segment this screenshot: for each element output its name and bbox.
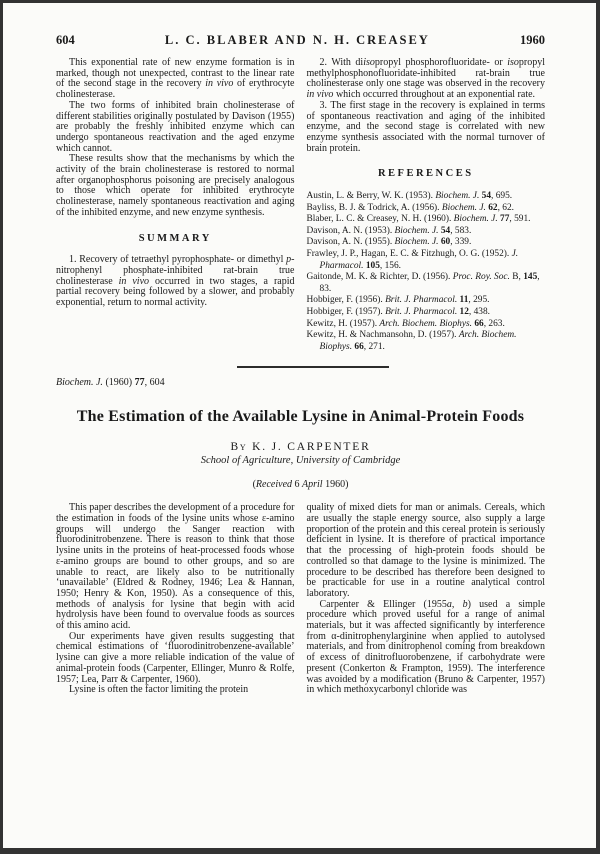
author-byline: By K. J. CARPENTER [230, 441, 371, 454]
paragraph: Our experiments have given results suggesting that chemical estimations of ‘fluorodinitrobenzene-available’ lysine can give a more reliable indication of the value of animal-protein foods (Carpenter, Ellinger, Munro & Rolfe, 1957; Lea, Parr & Carpenter, 1960). [56, 630, 295, 685]
article1-right-column [307, 58, 546, 353]
journal-citation: Biochem. J. (1960) 77, 604 [56, 377, 165, 389]
reference-entry: Kewitz, H. & Nachmansohn, D. (1957). Arch. Biochem. Biophys. 66, 271. [306, 330, 517, 352]
article2-columns [56, 503, 545, 696]
reference-entry: Austin, L. & Berry, W. K. (1953). Biochem. J. 54, 695. [306, 191, 513, 202]
reference-entry: Gaitonde, M. K. & Richter, D. (1956). Proc. Roy. Soc. B, 145, 83. [306, 272, 540, 294]
page-number: 604 [56, 33, 75, 47]
paragraph: quality of mixed diets for man or animals. Cereals, which are usually the staple energy source, also supply a large proportion of the protein and this cereal protein is seriously deficient in lysine. It is therefore of practical importance that the processing of high-protein foods should be controlled so that damage to the lysine is minimized. The procedure to be described has therefore been designed to be practicable for use in a routine analytical control laboratory. [306, 502, 545, 599]
reference-entry: Bayliss, B. J. & Todrick, A. (1956). Biochem. J. 62, 62. [306, 202, 514, 213]
summary-heading: SUMMARY [138, 232, 212, 244]
article-divider [237, 366, 389, 368]
reference-entry: Frawley, J. P., Hagan, E. C. & Fitzhugh, O. G. (1952). J. Pharmacol. 105, 156. [306, 249, 519, 271]
article2-left-column [56, 503, 295, 696]
received-date: (Received 6 April 1960) [252, 479, 349, 491]
paragraph: 2. With diisopropyl phosphorofluoridate- or isopropyl methylphosphonofluoridate-inhibited rat-brain true cholinesterase only one stage was observed in the recovery in vivo which occurred throughout at an exponential rate. [306, 57, 545, 101]
running-year: 1960 [520, 33, 545, 47]
reference-entry: Davison, A. N. (1953). Biochem. J. 54, 583. [306, 225, 472, 236]
paragraph: This paper describes the development of a procedure for the estimation in foods of the lysine units whose ε-amino groups will undergo the Sanger reaction with fluorodinitrobenzene. There is reason to think that those lysine units in the proteins of heat-processed foods whose ε-amino groups are bound to other groups, and so are unable to react, are likely also to be nutritionally ‘unavailable’ (Eldred & Rodney, 1946; Lea & Hannan, 1950; Henry & Kon, 1950). As a consequence of this, methods of analysis for lysine that begin with acid hydrolysis have been found to overvalue foods as sources of this amino acid. [56, 502, 295, 632]
reference-entry: Hobbiger, F. (1956). Brit. J. Pharmacol. 11, 295. [306, 295, 490, 306]
reference-entry: Davison, A. N. (1955). Biochem. J. 60, 339. [306, 237, 472, 248]
running-title: L. C. BLABER AND N. H. CREASEY [164, 33, 430, 47]
paragraph: Lysine is often the factor limiting the protein [69, 684, 249, 696]
summary-paragraph: 1. Recovery of tetraethyl pyrophosphate- or dimethyl p-nitrophenyl phosphate-inhibited rat-brain true cholinesterase in vivo occurred in two stages, a rapid partial recovery being followed by a slower, and probably exponential, return to normal activity. [56, 254, 295, 309]
article2-right-column [307, 503, 546, 696]
author-affiliation: School of Agriculture, University of Cambridge [200, 455, 401, 467]
paragraph: This exponential rate of new enzyme formation is in marked, though not unexpected, contrast to the linear rate of the second stage in the recovery in vivo of erythrocyte cholinesterase. [56, 57, 295, 101]
reference-entry: Hobbiger, F. (1957). Brit. J. Pharmacol. 12, 438. [306, 306, 491, 317]
article1-columns [56, 58, 545, 353]
reference-entry: Kewitz, H. (1957). Arch. Biochem. Biophys. 66, 263. [306, 318, 505, 329]
references-heading: REFERENCES [377, 168, 474, 180]
reference-entry: Blaber, L. C. & Creasey, N. H. (1960). Biochem. J. 77, 591. [306, 214, 531, 225]
references-list [307, 191, 546, 353]
article-title: The Estimation of the Available Lysine in Animal-Protein Foods [76, 408, 525, 426]
paragraph: Carpenter & Ellinger (1955a, b) used a simple procedure which proved useful for a range of animal materials, but it was affected significantly by interference from α-dinitrophenylarginine when applied to autolysed materials, and from dinitrophenol coming from breakdown of excess of dinitrofluorobenzene, if carbohydrate were present (Conkerton & Frampton, 1959). The interference was avoided by a modification (Bruno & Carpenter, 1957) in which methoxycarbonyl chloride was [306, 598, 546, 696]
article1-left-column [56, 58, 295, 353]
paragraph: 3. The first stage in the recovery is explained in terms of spontaneous reactivation and aging of the inhibited enzyme, and the second stage is correlated with new enzyme synthesis associated with the normal turnover of brain protein. [306, 99, 545, 154]
running-head [56, 33, 545, 48]
paragraph: These results show that the mechanisms by which the activity of the brain cholinesterase is restored to normal after organophosphorus poisoning are precisely analogous to those which operate for inhibited erythrocyte cholinesterase, namely spontaneous reactivation and aging of the inhibited enzyme, and new enzyme synthesis. [56, 153, 295, 218]
paragraph: The two forms of inhibited brain cholinesterase of different stabilities originally postulated by Davison (1955) are probably the freshly inhibited enzyme which can undergo spontaneous reactivation and the aged enzyme which cannot. [56, 99, 295, 154]
